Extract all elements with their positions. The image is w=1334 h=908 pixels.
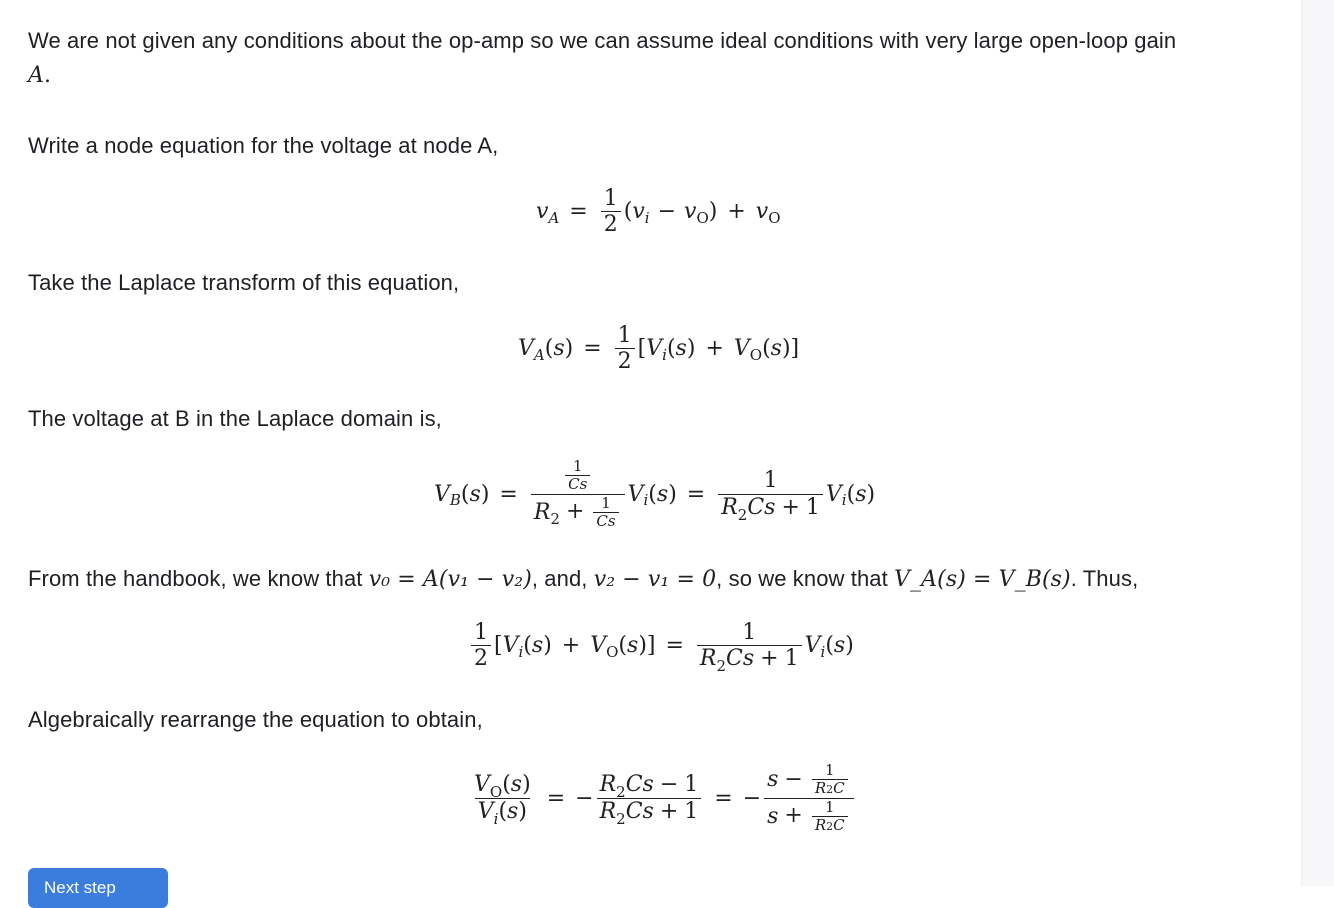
intro-paragraph-line2: [28, 58, 51, 93]
opamp-gain-relation: v₀ = A(v₁ − v₂): [368, 567, 532, 592]
intro-text: We are not given any conditions about the op-amp so we can assume ideal conditions with very large open-loop gain: [28, 28, 1177, 53]
scrollbar-track[interactable]: [1301, 0, 1334, 886]
rearrange-intro-text: Algebraically rearrange the equation to obtain,: [28, 707, 483, 732]
handbook-text-start: From the handbook, we know that: [28, 566, 369, 591]
intro-period: .: [44, 63, 52, 88]
next-step-button[interactable]: Next step: [28, 868, 168, 908]
node-voltage-equality: V_A(s) = V_B(s): [894, 567, 1071, 592]
handbook-text-mid1: , and,: [531, 566, 594, 591]
equation-combined: $\frac{1}{2}$ [ V i ( s ) + V O ( s )] = $\frac{1}{R_2Cs + 1}$ V i ( s ): [468, 620, 854, 672]
node-equation-intro-text: Write a node equation for the voltage at node A,: [28, 133, 499, 158]
intro-paragraph: [28, 24, 1176, 58]
handbook-text-mid2: , so we know that: [716, 566, 895, 591]
node-equation-intro: [28, 129, 498, 163]
equation-transfer-function: $\frac{V_O(s)}{V_i(s)}$ = − $\frac{R_2Cs - 1}{R_2Cs + 1}$ = − s − $\frac{1}{R2C}$ s + $\frac{1}{R2C}$: [468, 762, 857, 834]
virtual-short-relation: v₂ − v₁ = 0: [593, 567, 717, 592]
voltage-b-intro-text: The voltage at B in the Laplace domain is,: [28, 406, 442, 431]
laplace-intro-text: Take the Laplace transform of this equation,: [28, 270, 460, 295]
gain-symbol: A: [28, 63, 44, 88]
handbook-text-end: . Thus,: [1070, 566, 1139, 591]
voltage-b-intro: [28, 402, 442, 436]
equation-node-a: v A = $\frac{1}{2}$ ( v i − v O ) + v O: [536, 186, 781, 238]
equation-laplace-a: V A ( s ) = $\frac{1}{2}$ [ V i ( s ) + V O ( s )]: [518, 323, 800, 375]
handbook-paragraph: [28, 562, 1138, 597]
rearrange-intro: [28, 703, 483, 737]
laplace-intro: [28, 266, 459, 300]
equation-voltage-b: V B ( s ) = $\frac{1}{Cs}$ $R_2$ + $\frac{1}{Cs}$ V i ( s ) = $\frac{1}{R_2Cs + 1}$ V i ( s ): [434, 457, 876, 530]
